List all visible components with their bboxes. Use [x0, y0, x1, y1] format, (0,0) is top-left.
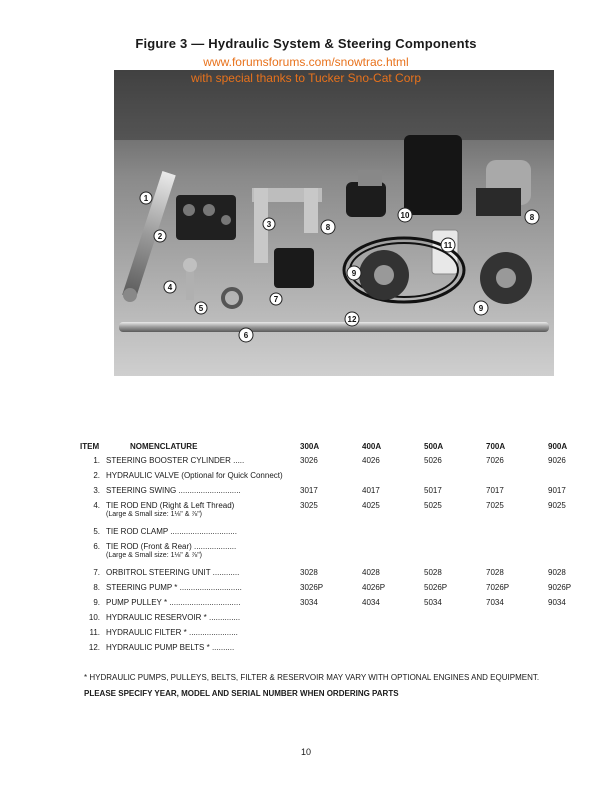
part-number	[362, 527, 424, 542]
part-number	[548, 542, 610, 568]
item-number: 10.	[88, 613, 100, 622]
header-400a: 400A	[362, 442, 382, 451]
callout-8b	[525, 210, 539, 224]
svg-text:5: 5	[198, 304, 204, 313]
callout-10	[398, 208, 412, 222]
callout-4	[164, 281, 176, 293]
item-name: HYDRAULIC FILTER * ......................	[106, 628, 238, 637]
callout-8a	[321, 220, 335, 234]
tie-rod-part	[119, 322, 549, 332]
part-number: 4025	[362, 501, 380, 510]
part-number	[300, 643, 362, 658]
table-row	[80, 643, 610, 658]
svg-text:6: 6	[243, 331, 249, 340]
item-number: 11.	[89, 628, 100, 637]
item-name: HYDRAULIC VALVE (Optional for Quick Connect)	[106, 471, 283, 480]
part-number	[424, 613, 486, 628]
part-number: 5028	[424, 568, 442, 577]
item-name: STEERING BOOSTER CYLINDER .....	[106, 456, 245, 465]
item-number: 3.	[93, 486, 100, 495]
header-500a: 500A	[424, 442, 444, 451]
header-nomenclature: NOMENCLATURE	[130, 442, 198, 451]
part-number: 9026	[548, 456, 566, 465]
part-number	[548, 471, 610, 486]
item-name: TIE ROD END (Right & Left Thread)	[106, 501, 235, 510]
part-number: 3028	[300, 568, 318, 577]
item-number: 9.	[93, 598, 100, 607]
callout-11	[441, 238, 455, 252]
table-row	[80, 613, 610, 628]
item-nomenclature	[106, 456, 300, 471]
callout-9a	[347, 266, 361, 280]
part-number: 5026P	[424, 583, 448, 592]
item-number: 4.	[93, 501, 100, 510]
item-number: 12.	[88, 643, 100, 652]
footnote-text: * HYDRAULIC PUMPS, PULLEYS, BELTS, FILTER & RESERVOIR MAY VARY WITH OPTIONAL ENGINES AND EQUIPMENT.	[84, 673, 540, 682]
item-name: ORBITROL STEERING UNIT ............	[106, 568, 240, 577]
item-name: TIE ROD CLAMP ..............................	[106, 527, 237, 536]
table-row	[80, 486, 610, 501]
part-number	[486, 527, 548, 542]
part-number: 9026P	[548, 583, 572, 592]
item-nomenclature	[106, 568, 300, 583]
item-name: STEERING PUMP * ............................	[106, 583, 242, 592]
table-row	[80, 527, 610, 542]
part-number: 3017	[300, 486, 318, 495]
part-number	[424, 643, 486, 658]
svg-text:8: 8	[325, 223, 331, 232]
table-row	[80, 501, 610, 527]
item-name: PUMP PULLEY * ................................	[106, 598, 241, 607]
part-number: 7026	[486, 456, 504, 465]
svg-text:4: 4	[167, 283, 173, 292]
part-number: 4028	[362, 568, 380, 577]
part-number	[300, 613, 362, 628]
watermark-credit: with special thanks to Tucker Sno-Cat Corp	[190, 71, 422, 85]
footnote-emphasis: PLEASE SPECIFY YEAR, MODEL AND SERIAL NUMBER WHEN ORDERING PARTS	[84, 689, 399, 698]
svg-text:8: 8	[529, 213, 535, 222]
table-row	[80, 542, 610, 568]
callout-7	[270, 293, 282, 305]
part-number	[548, 628, 610, 643]
part-number: 7017	[486, 486, 504, 495]
item-number: 2.	[93, 471, 100, 480]
part-number: 4034	[362, 598, 380, 607]
hydraulic-valve-part	[176, 195, 236, 240]
part-number: 4026	[362, 456, 380, 465]
part-number	[362, 628, 424, 643]
part-number	[486, 613, 548, 628]
part-number: 9025	[548, 501, 566, 510]
part-number	[548, 527, 610, 542]
part-number	[424, 471, 486, 486]
item-number: 1.	[93, 456, 100, 465]
part-number	[300, 471, 362, 486]
table-row	[80, 583, 610, 598]
item-nomenclature	[106, 542, 300, 568]
callout-3	[263, 218, 275, 230]
part-number	[362, 471, 424, 486]
part-number: 7025	[486, 501, 504, 510]
header-item: ITEM	[80, 442, 100, 451]
svg-text:7: 7	[273, 295, 279, 304]
item-number: 6.	[93, 542, 100, 551]
part-number	[300, 527, 362, 542]
part-number	[486, 628, 548, 643]
item-nomenclature	[106, 613, 300, 628]
item-number: 5.	[93, 527, 100, 536]
table-row	[80, 471, 610, 486]
part-number: 5034	[424, 598, 442, 607]
part-number: 3034	[300, 598, 318, 607]
item-name: STEERING SWING ............................	[106, 486, 241, 495]
part-number: 5017	[424, 486, 442, 495]
item-nomenclature	[106, 583, 300, 598]
header-900a: 900A	[548, 442, 568, 451]
part-number: 9017	[548, 486, 566, 495]
item-nomenclature	[106, 486, 300, 501]
part-number	[548, 613, 610, 628]
watermark-url: www.forumsforums.com/snowtrac.html	[203, 55, 409, 69]
part-number	[486, 471, 548, 486]
part-number: 4026P	[362, 583, 386, 592]
item-number: 8.	[93, 583, 100, 592]
part-number	[362, 613, 424, 628]
parts-table	[80, 442, 610, 658]
part-number: 4017	[362, 486, 380, 495]
part-number: 5025	[424, 501, 442, 510]
item-nomenclature	[106, 527, 300, 542]
orbitrol-part	[274, 248, 314, 288]
page-number: 10	[300, 747, 311, 757]
callout-12	[345, 312, 359, 326]
part-number: 9034	[548, 598, 566, 607]
table-row	[80, 456, 610, 471]
components-photo	[114, 70, 554, 376]
hydraulic-reservoir-part	[404, 135, 462, 215]
part-number	[548, 643, 610, 658]
item-nomenclature	[106, 598, 300, 613]
part-number: 3026P	[300, 583, 324, 592]
table-header-row	[80, 442, 610, 456]
callout-2	[154, 230, 166, 242]
item-nomenclature	[106, 628, 300, 643]
part-number	[486, 643, 548, 658]
part-number	[300, 542, 362, 568]
table-row	[80, 598, 610, 613]
callout-6	[239, 328, 253, 342]
item-nomenclature	[106, 643, 300, 658]
header-700a: 700A	[486, 442, 506, 451]
svg-text:9: 9	[478, 304, 484, 313]
part-number: 7028	[486, 568, 504, 577]
svg-text:12: 12	[347, 315, 357, 324]
table-row	[80, 568, 610, 583]
svg-text:3: 3	[266, 220, 272, 229]
part-number: 7026P	[486, 583, 510, 592]
svg-text:2: 2	[157, 232, 163, 241]
table-row	[80, 628, 610, 643]
svg-text:9: 9	[351, 269, 357, 278]
part-number: 7034	[486, 598, 504, 607]
part-number: 9028	[548, 568, 566, 577]
figure-title: Figure 3 — Hydraulic System & Steering Components	[135, 36, 477, 51]
part-number	[300, 628, 362, 643]
item-number: 7.	[93, 568, 100, 577]
callout-1	[140, 192, 152, 204]
part-number	[424, 527, 486, 542]
part-number	[486, 542, 548, 568]
footnote	[84, 670, 574, 702]
part-number	[424, 628, 486, 643]
header-300a: 300A	[300, 442, 320, 451]
item-nomenclature	[106, 471, 300, 486]
part-number	[362, 643, 424, 658]
svg-text:11: 11	[443, 241, 453, 250]
item-size-note: (Large & Small size: 1⅛" & ⅞")	[106, 552, 203, 559]
part-number: 3026	[300, 456, 318, 465]
callout-5	[195, 302, 207, 314]
part-number: 3025	[300, 501, 318, 510]
item-name: HYDRAULIC RESERVOIR * ..............	[106, 613, 241, 622]
part-number: 5026	[424, 456, 442, 465]
svg-text:10: 10	[400, 211, 410, 220]
part-number	[424, 542, 486, 568]
callout-9b	[474, 301, 488, 315]
item-name: TIE ROD (Front & Rear) ...................	[106, 542, 237, 551]
item-size-note: (Large & Small size: 1⅛" & ⅞")	[106, 511, 203, 518]
svg-text:1: 1	[143, 194, 149, 203]
item-nomenclature	[106, 501, 300, 527]
item-name: HYDRAULIC PUMP BELTS * ..........	[106, 643, 235, 652]
part-number	[362, 542, 424, 568]
